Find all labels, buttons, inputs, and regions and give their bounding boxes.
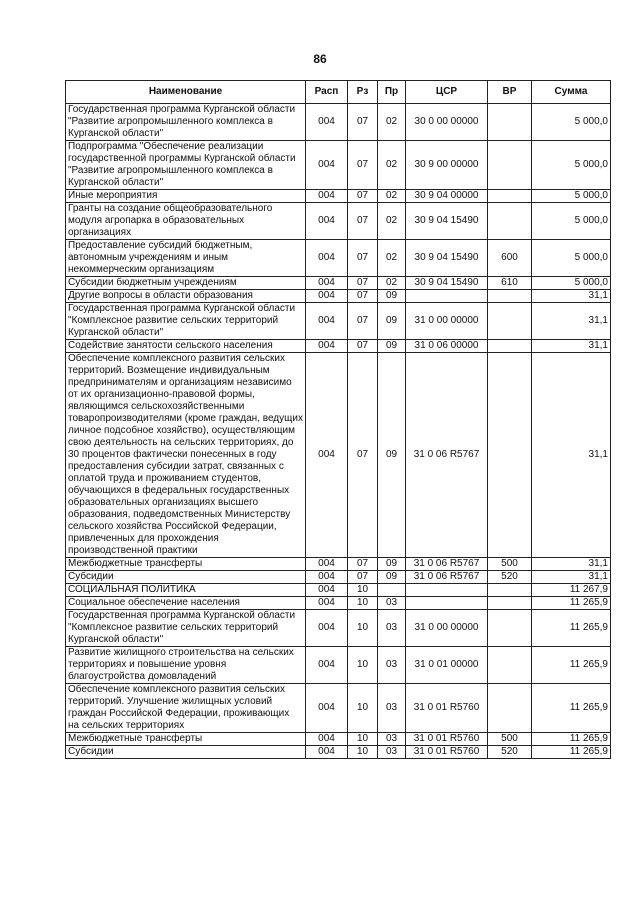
cell-sum: 5 000,0 xyxy=(532,277,611,290)
cell-rz: 07 xyxy=(348,353,378,558)
cell-vr: 500 xyxy=(488,733,532,746)
cell-rz: 07 xyxy=(348,240,378,277)
cell-rasp: 004 xyxy=(306,240,348,277)
cell-sum: 11 265,9 xyxy=(532,684,611,733)
cell-sum: 5 000,0 xyxy=(532,240,611,277)
table-row xyxy=(66,571,611,584)
table-row xyxy=(66,203,611,240)
cell-csr: 31 0 01 R5760 xyxy=(406,746,488,759)
cell-vr xyxy=(488,597,532,610)
cell-sum: 31,1 xyxy=(532,558,611,571)
cell-csr xyxy=(406,584,488,597)
cell-pr xyxy=(378,584,406,597)
cell-csr: 30 9 04 00000 xyxy=(406,190,488,203)
cell-rz: 10 xyxy=(348,746,378,759)
cell-rasp: 004 xyxy=(306,558,348,571)
header-csr: ЦСР xyxy=(406,81,488,104)
cell-sum: 31,1 xyxy=(532,303,611,340)
cell-rz: 10 xyxy=(348,610,378,647)
cell-csr: 30 0 00 00000 xyxy=(406,104,488,141)
cell-vr xyxy=(488,141,532,190)
cell-rz: 07 xyxy=(348,571,378,584)
table-row xyxy=(66,290,611,303)
cell-name: Субсидии xyxy=(66,571,306,584)
cell-vr xyxy=(488,584,532,597)
cell-name: Социальное обеспечение населения xyxy=(66,597,306,610)
cell-sum: 5 000,0 xyxy=(532,104,611,141)
cell-csr: 31 0 01 R5760 xyxy=(406,684,488,733)
cell-rz: 07 xyxy=(348,203,378,240)
header-name: Наименование xyxy=(66,81,306,104)
cell-csr: 31 0 00 00000 xyxy=(406,303,488,340)
cell-vr xyxy=(488,340,532,353)
cell-pr: 09 xyxy=(378,558,406,571)
cell-csr: 31 0 06 R5767 xyxy=(406,353,488,558)
cell-name: Другие вопросы в области образования xyxy=(66,290,306,303)
table-row xyxy=(66,584,611,597)
cell-rasp: 004 xyxy=(306,141,348,190)
cell-rasp: 004 xyxy=(306,733,348,746)
cell-rasp: 004 xyxy=(306,340,348,353)
cell-rasp: 004 xyxy=(306,303,348,340)
cell-csr: 30 9 00 00000 xyxy=(406,141,488,190)
cell-rz: 07 xyxy=(348,558,378,571)
cell-csr: 30 9 04 15490 xyxy=(406,277,488,290)
cell-rz: 10 xyxy=(348,584,378,597)
header-pr: Пр xyxy=(378,81,406,104)
table-row xyxy=(66,104,611,141)
cell-name: Субсидии бюджетным учреждениям xyxy=(66,277,306,290)
cell-vr xyxy=(488,203,532,240)
cell-sum: 11 265,9 xyxy=(532,733,611,746)
cell-csr: 30 9 04 15490 xyxy=(406,203,488,240)
cell-pr: 03 xyxy=(378,733,406,746)
cell-rasp: 004 xyxy=(306,684,348,733)
cell-name: Обеспечение комплексного развития сельских территорий. Улучшение жилищных условий граждан Российской Федерации, проживающих на сельских территориях xyxy=(66,684,306,733)
table-row xyxy=(66,746,611,759)
cell-pr: 02 xyxy=(378,104,406,141)
cell-vr xyxy=(488,647,532,684)
table-row xyxy=(66,240,611,277)
cell-vr: 600 xyxy=(488,240,532,277)
cell-rasp: 004 xyxy=(306,203,348,240)
header-sum: Сумма xyxy=(532,81,611,104)
cell-rz: 10 xyxy=(348,647,378,684)
cell-rz: 07 xyxy=(348,277,378,290)
cell-pr: 02 xyxy=(378,190,406,203)
cell-pr: 03 xyxy=(378,746,406,759)
cell-rasp: 004 xyxy=(306,746,348,759)
cell-rasp: 004 xyxy=(306,584,348,597)
cell-rz: 07 xyxy=(348,190,378,203)
cell-pr: 09 xyxy=(378,353,406,558)
cell-vr xyxy=(488,610,532,647)
cell-rasp: 004 xyxy=(306,571,348,584)
cell-vr: 520 xyxy=(488,746,532,759)
cell-sum: 31,1 xyxy=(532,340,611,353)
cell-name: Иные мероприятия xyxy=(66,190,306,203)
cell-sum: 5 000,0 xyxy=(532,141,611,190)
cell-name: Государственная программа Курганской области "Комплексное развитие сельских территорий Курганской области" xyxy=(66,303,306,340)
cell-rz: 07 xyxy=(348,303,378,340)
cell-name: Подпрограмма "Обеспечение реализации государственной программы Курганской области "Развитие агропромышленного комплекса в Курганской области" xyxy=(66,141,306,190)
header-rz: Рз xyxy=(348,81,378,104)
cell-rz: 10 xyxy=(348,597,378,610)
cell-sum: 5 000,0 xyxy=(532,190,611,203)
table-row xyxy=(66,733,611,746)
cell-pr: 03 xyxy=(378,610,406,647)
cell-name: Содействие занятости сельского населения xyxy=(66,340,306,353)
cell-rasp: 004 xyxy=(306,277,348,290)
page-number: 86 xyxy=(313,52,327,66)
cell-pr: 09 xyxy=(378,290,406,303)
cell-vr xyxy=(488,290,532,303)
cell-rasp: 004 xyxy=(306,190,348,203)
table-row xyxy=(66,340,611,353)
cell-pr: 03 xyxy=(378,597,406,610)
cell-pr: 09 xyxy=(378,571,406,584)
cell-sum: 11 265,9 xyxy=(532,746,611,759)
table-row xyxy=(66,610,611,647)
cell-rasp: 004 xyxy=(306,610,348,647)
cell-rasp: 004 xyxy=(306,597,348,610)
cell-rasp: 004 xyxy=(306,290,348,303)
cell-rasp: 004 xyxy=(306,647,348,684)
cell-csr: 31 0 01 00000 xyxy=(406,647,488,684)
cell-name: Субсидии xyxy=(66,746,306,759)
budget-table xyxy=(65,80,611,759)
cell-csr: 30 9 04 15490 xyxy=(406,240,488,277)
cell-sum: 11 265,9 xyxy=(532,597,611,610)
cell-vr xyxy=(488,303,532,340)
cell-name: Межбюджетные трансферты xyxy=(66,558,306,571)
cell-name: Государственная программа Курганской области "Комплексное развитие сельских территорий Курганской области" xyxy=(66,610,306,647)
table-row xyxy=(66,647,611,684)
cell-rz: 07 xyxy=(348,104,378,141)
table-row xyxy=(66,303,611,340)
cell-vr xyxy=(488,190,532,203)
table-row xyxy=(66,558,611,571)
cell-csr: 31 0 06 R5767 xyxy=(406,571,488,584)
cell-pr: 02 xyxy=(378,277,406,290)
cell-rasp: 004 xyxy=(306,104,348,141)
cell-vr: 520 xyxy=(488,571,532,584)
cell-pr: 02 xyxy=(378,203,406,240)
cell-pr: 09 xyxy=(378,303,406,340)
cell-name: Развитие жилищного строительства на сельских территориях и повышение уровня благоустройства домовладений xyxy=(66,647,306,684)
cell-pr: 02 xyxy=(378,141,406,190)
cell-vr xyxy=(488,353,532,558)
cell-csr: 31 0 06 00000 xyxy=(406,340,488,353)
cell-name: СОЦИАЛЬНАЯ ПОЛИТИКА xyxy=(66,584,306,597)
cell-rasp: 004 xyxy=(306,353,348,558)
cell-csr xyxy=(406,597,488,610)
cell-rz: 07 xyxy=(348,340,378,353)
table-row xyxy=(66,277,611,290)
cell-rz: 07 xyxy=(348,141,378,190)
cell-pr: 03 xyxy=(378,647,406,684)
cell-sum: 11 265,9 xyxy=(532,610,611,647)
header-rasp: Расп xyxy=(306,81,348,104)
cell-pr: 09 xyxy=(378,340,406,353)
cell-csr: 31 0 06 R5767 xyxy=(406,558,488,571)
cell-name: Гранты на создание общеобразовательного модуля агропарка в образовательных организациях xyxy=(66,203,306,240)
cell-vr: 610 xyxy=(488,277,532,290)
cell-rz: 10 xyxy=(348,684,378,733)
table-row xyxy=(66,141,611,190)
cell-vr xyxy=(488,684,532,733)
cell-vr xyxy=(488,104,532,141)
table-row xyxy=(66,353,611,558)
cell-csr: 31 0 01 R5760 xyxy=(406,733,488,746)
cell-sum: 11 265,9 xyxy=(532,647,611,684)
table-row xyxy=(66,597,611,610)
cell-name: Межбюджетные трансферты xyxy=(66,733,306,746)
header-vr: ВР xyxy=(488,81,532,104)
cell-name: Обеспечение комплексного развития сельских территорий. Возмещение индивидуальным предпринимателям и организациям независимо от их организационно-правовой формы, являющимся сельскохозяйственными товаропроизводителями (кроме граждан, ведущих личное подсобное хозяйство), осуществляющим свою деятельность на сельских территориях, до 30 процентов фактически понесенных в году предоставления субсидии затрат, связанных с оплатой труда и проживанием студентов, обучающихся в федеральных государственных образовательных организациях высшего образования, подведомственных Министерству сельского хозяйства Российской Федерации, привлеченных для прохождения производственной практики xyxy=(66,353,306,558)
table-row xyxy=(66,190,611,203)
cell-csr: 31 0 00 00000 xyxy=(406,610,488,647)
cell-csr xyxy=(406,290,488,303)
cell-rz: 07 xyxy=(348,290,378,303)
cell-sum: 31,1 xyxy=(532,571,611,584)
cell-sum: 11 267,9 xyxy=(532,584,611,597)
cell-name: Государственная программа Курганской области "Развитие агропромышленного комплекса в Курганской области" xyxy=(66,104,306,141)
table-row xyxy=(66,684,611,733)
cell-rz: 10 xyxy=(348,733,378,746)
cell-vr: 500 xyxy=(488,558,532,571)
cell-sum: 5 000,0 xyxy=(532,203,611,240)
cell-pr: 03 xyxy=(378,684,406,733)
table-header-row xyxy=(66,81,611,104)
cell-pr: 02 xyxy=(378,240,406,277)
cell-sum: 31,1 xyxy=(532,353,611,558)
cell-name: Предоставление субсидий бюджетным, автономным учреждениям и иным некоммерческим организациям xyxy=(66,240,306,277)
cell-sum: 31,1 xyxy=(532,290,611,303)
